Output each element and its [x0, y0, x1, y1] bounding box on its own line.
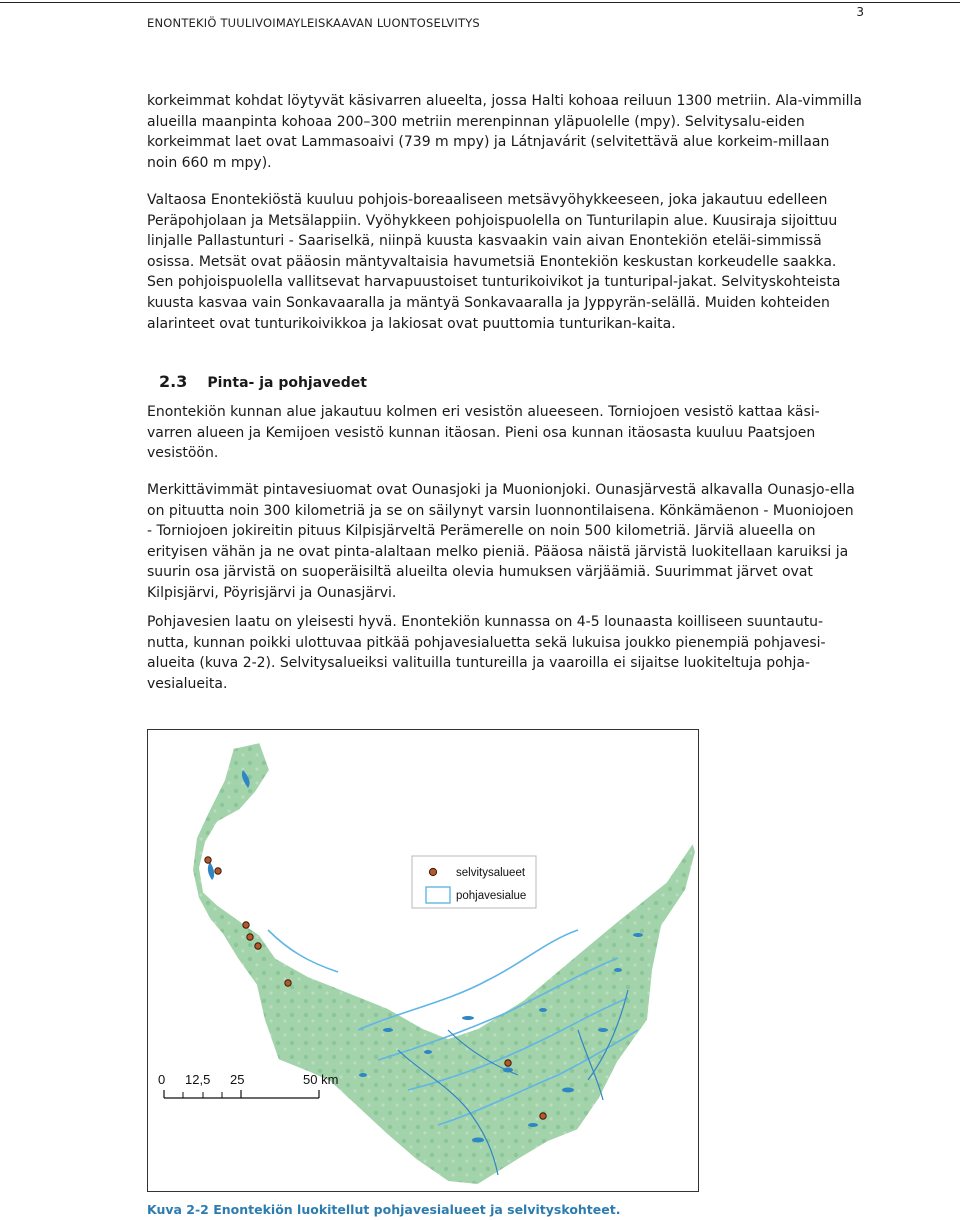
survey-area-marker: [255, 943, 261, 949]
paragraph-text: Pohjavesien laatu on yleisesti hyvä. Enontekiön kunnassa on 4-5 lounaasta koilliseen suuntautu-nutta, kunnan poikki ulottuvaa pitkää pohjavesialuetta sekä lukuisa joukko pienempiä pohjavesi-alueita (kuva 2-2). Selvitysalueiksi valituilla tuntureilla ja vaaroilla ei sijaitse luokiteltuja pohja-vesialueita.: [147, 614, 826, 692]
scale-tick-label: 50 km: [303, 1072, 339, 1087]
paragraph-text: Enontekiön kunnan alue jakautuu kolmen eri vesistön alueeseen. Torniojoen vesistö kattaa käsi-varren alueen ja Kemijoen vesistö kunnan itäosan. Pieni osa kunnan itäosasta kuuluu Paatsjoen vesistöön.: [147, 404, 820, 462]
paragraph: [147, 480, 863, 604]
scale-tick-label: 25: [230, 1072, 245, 1087]
header-rule: [0, 2, 960, 3]
survey-area-marker: [285, 980, 291, 986]
legend-groundwater-swatch: [426, 887, 450, 903]
survey-area-marker: [205, 857, 211, 863]
page-number: 3: [856, 5, 864, 19]
legend: [412, 856, 536, 908]
groundwater-map: [147, 729, 699, 1192]
survey-area-marker: [243, 922, 249, 928]
paragraph: [147, 190, 863, 334]
figure-caption: Kuva 2-2 Enontekiön luokitellut pohjavesialueet ja selvityskohteet.: [147, 1202, 621, 1217]
paragraph: [147, 402, 863, 464]
scale-tick-label: 12,5: [185, 1072, 211, 1087]
map-canvas: [148, 730, 697, 1190]
survey-area-marker: [540, 1113, 546, 1119]
paragraph: [147, 612, 863, 694]
municipality-area: [192, 742, 696, 1185]
running-header: ENONTEKIÖ TUULIVOIMAYLEISKAAVAN LUONTOSELVITYS: [147, 16, 480, 30]
legend-groundwater-label: pohjavesialue: [456, 890, 527, 902]
paragraph-text: Merkittävimmät pintavesiuomat ovat Ounasjoki ja Muonionjoki. Ounasjärvestä alkavalla Ounasjo-ella on pituutta noin 300 kilometriä ja se on säilynyt varsin luonnontilaisena. Könkämäenon - Muoniojoen - Torniojoen jokireitin pituus Kilpisjärveltä Perämerelle on noin 500 kilometriä. Järviä alueella on erityisen vähän ja ne ovat pinta-alaltaan melko pieniä. Pääosa näistä järvistä luokitellaan karuiksi ja suurin osa järvistä on suoperäisiltä alueilta olevia humuksen värjäämiä. Suurimmat järvet ovat Kilpisjärvi, Pöyrisjärvi ja Ounasjärvi.: [147, 482, 855, 601]
legend-marker-icon: [429, 868, 436, 875]
section-title: Pinta- ja pohjavedet: [207, 375, 367, 391]
legend-survey-label: selvitysalueet: [456, 867, 526, 879]
scale-bar: [158, 1072, 338, 1098]
paragraph-text: korkeimmat kohdat löytyvät käsivarren alueelta, jossa Halti kohoaa reiluun 1300 metriin. Ala-vimmilla alueilla maanpinta kohoaa 200–300 metriin merenpinnan yläpuolelle (mpy). Selvitysalu-eiden korkeimmat laet ovat Lammasoaivi (739 m mpy) ja Látnjavárit (selvitettävä alue korkeim-millaan noin 660 m mpy).: [147, 93, 862, 171]
survey-area-marker: [505, 1060, 511, 1066]
paragraph: [147, 91, 863, 173]
paragraph-text: Valtaosa Enontekiöstä kuuluu pohjois-boreaaliseen metsävyöhykkeeseen, joka jakautuu edelleen Peräpohjolaan ja Metsälappiin. Vyöhykkeen pohjoispuolella on Tunturilapin alue. Kuusiraja sijoittuu linjalle Pallastunturi - Saariselkä, niinpä kuusta kasvaakin vain aivan Enontekiön eteläi-simmissä osissa. Metsät ovat pääosin mäntyvaltaisia havumetsiä Enontekiön keskustan korkeudelle saakka. Sen pohjoispuolella vallitsevat harvapuustoiset tunturikoivikot ja tunturipal-jakat. Selvityskohteista kuusta kasvaa vain Sonkavaaralla ja mäntyä Sonkavaaralla ja Jyppyrän-selällä. Muiden kohteiden alarinteet ovat tunturikoivikkoa ja lakiosat ovat puuttomia tunturikan-kaita.: [147, 192, 841, 332]
scale-tick-label: 0: [158, 1072, 166, 1087]
survey-area-marker: [215, 868, 221, 874]
survey-area-marker: [247, 934, 253, 940]
section-heading: [159, 372, 367, 391]
section-number: 2.3: [159, 372, 188, 391]
